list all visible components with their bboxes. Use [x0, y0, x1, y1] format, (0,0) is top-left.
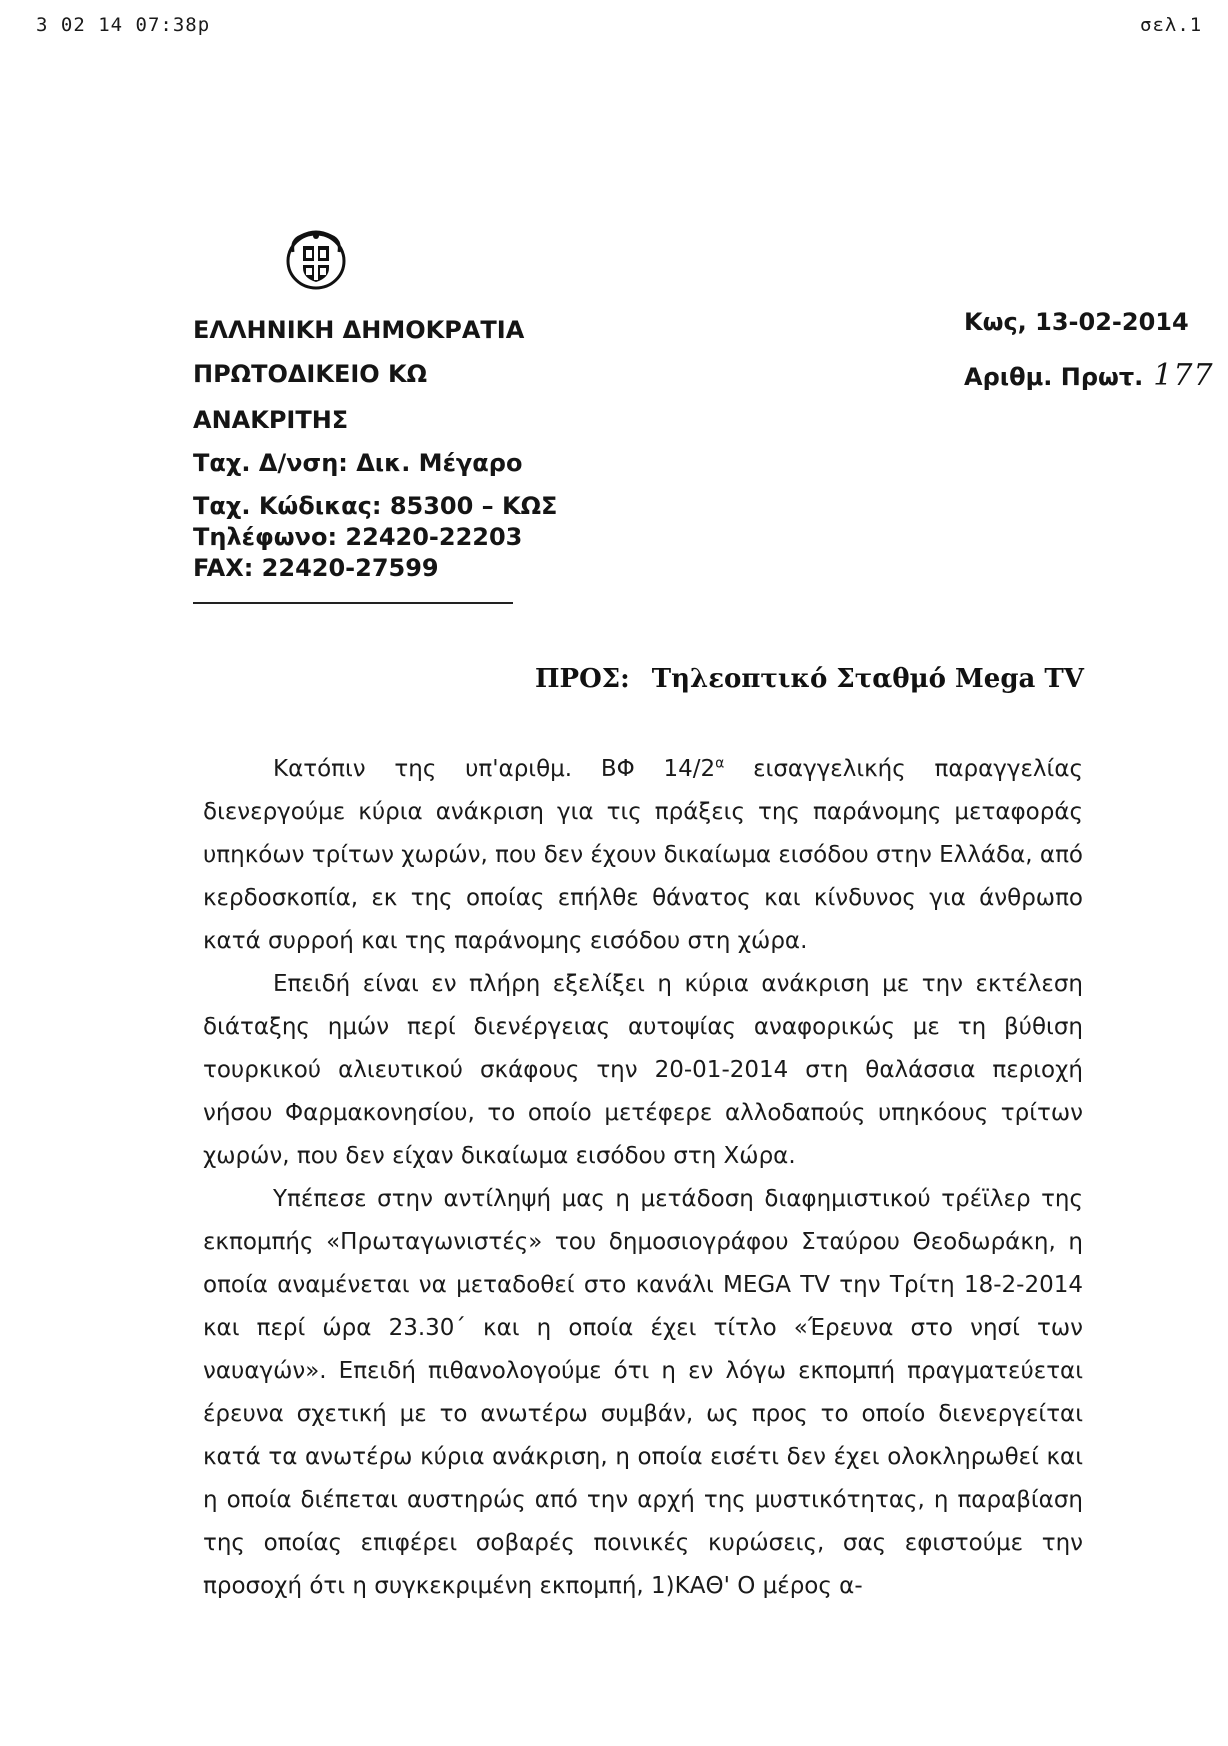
sender-court: ΠΡΩΤΟΔΙΚΕΙΟ ΚΩ	[193, 360, 428, 388]
paragraph-1-text-a: Κατόπιν της υπ'αριθμ. ΒΦ 14/2	[273, 756, 716, 782]
paragraph-2	[203, 963, 1083, 1178]
recipient-line	[535, 664, 1084, 694]
sender-postal-code: Ταχ. Κώδικας: 85300 – ΚΩΣ	[193, 492, 558, 520]
paragraph-3-text: Υπέπεσε στην αντίληψή μας η μετάδοση διαφημιστικού τρέϊλερ της εκπομπής «Πρωταγωνιστές» του δημοσιογράφου Σταύρου Θεοδωράκη, η οποία αναμένεται να μεταδοθεί στο κανάλι MEGA TV την Τρίτη 18-2-2014 και περί ώρα 23.30΄ και η οποία έχει τίτλο «Έρευνα στο νησί των ναυαγών». Επειδή πιθανολογούμε ότι η εν λόγω εκπομπή πραγματεύεται έρευνα σχετική με το ανωτέρω συμβάν, ως προς το οποίο διενεργείται κατά τα ανωτέρω κύρια ανάκριση, η οποία εισέτι δεν έχει ολοκληρωθεί και η οποία διέπεται αυστηρώς από την αρχή της μυστικότητας, η παραβίαση της οποίας επιφέρει σοβαρές ποινικές κυρώσεις, σας εφιστούμε την προσοχή ότι η συγκεκριμένη εκπομπή, 1)ΚΑΘ' Ο μέρος α-	[203, 1186, 1083, 1599]
paragraph-1-superscript: α	[715, 755, 725, 772]
place-date: Κως, 13-02-2014	[964, 308, 1189, 336]
sender-phone: Τηλέφωνο: 22420-22203	[193, 523, 523, 551]
protocol-label: Αριθμ. Πρωτ.	[964, 363, 1144, 391]
paragraph-2-text: Επειδή είναι εν πλήρη εξελίξει η κύρια ανάκριση με την εκτέλεση διάταξης ημών περί διενέργειας αυτοψίας αναφορικώς με τη βύθιση τουρκικού αλιευτικού σκάφους την 20-01-2014 στη θαλάσσια περιοχή νήσου Φαρμακονησίου, το οποίο μετέφερε αλλοδαπούς υπηκόους τρίτων χωρών, που δεν είχαν δικαίωμα εισόδου στη Χώρα.	[203, 971, 1083, 1169]
greek-coat-of-arms-icon	[285, 228, 347, 290]
protocol-number: 177	[1153, 358, 1214, 393]
header-divider	[193, 602, 513, 604]
recipient-label: ΠΡΟΣ:	[535, 664, 630, 694]
paragraph-1-text-b: εισαγγελικής παραγγελίας διενεργούμε κύρια ανάκριση για τις πράξεις της παράνομης μεταφοράς υπηκόων τρίτων χωρών, που δεν έχουν δικαίωμα εισόδου στην Ελλάδα, από κερδοσκοπία, εκ της οποίας επήλθε θάνατος και κίνδυνος για άνθρωπο κατά συρροή και της παράνομης εισόδου στη χώρα.	[203, 756, 1083, 954]
fax-timestamp: 3 02 14 07:38p	[36, 14, 211, 36]
sender-postal-address: Ταχ. Δ/νση: Δικ. Μέγαρο	[193, 449, 523, 477]
sender-fax: FAX: 22420-27599	[193, 554, 439, 582]
protocol-line	[964, 358, 1214, 393]
paragraph-3	[203, 1178, 1083, 1608]
sender-office: ΑΝΑΚΡΙΤΗΣ	[193, 406, 349, 434]
recipient-name: Τηλεοπτικό Σταθμό Mega TV	[651, 664, 1084, 694]
fax-page-number: σελ.1	[1140, 14, 1203, 36]
paragraph-1	[203, 748, 1083, 963]
sender-country: ΕΛΛΗΝΙΚΗ ΔΗΜΟΚΡΑΤΙΑ	[193, 316, 525, 344]
